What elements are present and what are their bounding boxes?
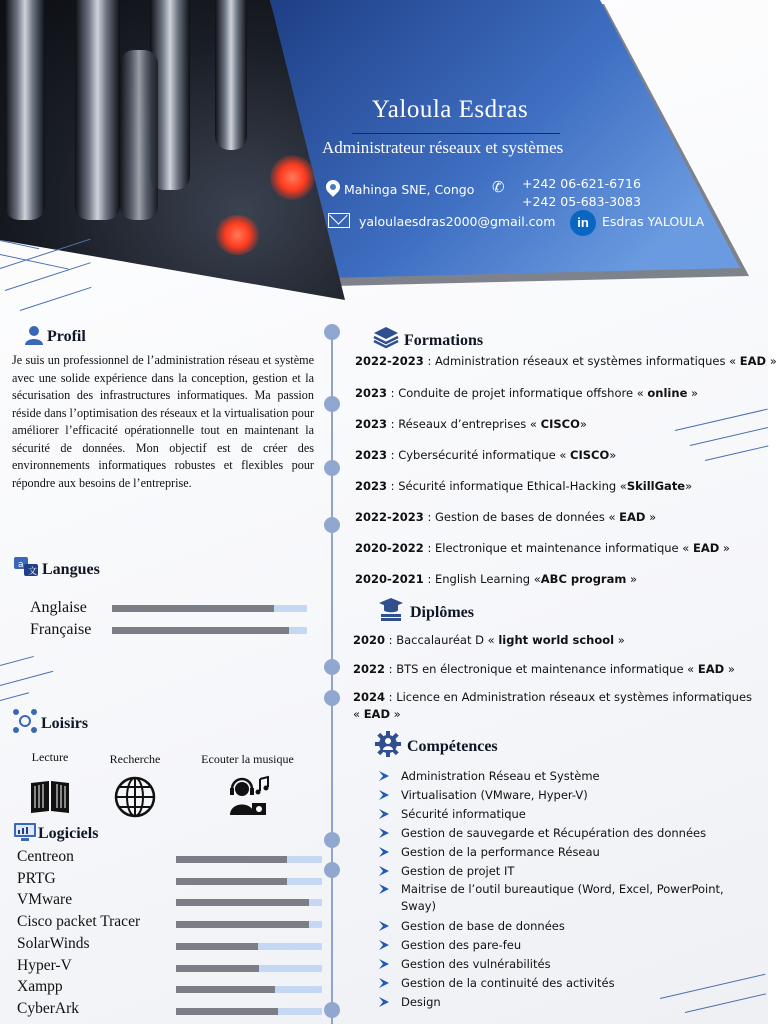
entry-year: 2023 bbox=[355, 448, 388, 462]
entry-text: Réseaux d’entreprises « bbox=[398, 417, 541, 431]
entry-text: English Learning « bbox=[434, 572, 541, 586]
formation-item bbox=[355, 572, 637, 586]
svg-text:文: 文 bbox=[28, 567, 38, 577]
software-icon bbox=[13, 822, 37, 842]
chevron-right-icon bbox=[378, 883, 392, 895]
langue-bar bbox=[112, 627, 307, 634]
entry-year: 2023 bbox=[355, 479, 388, 493]
langue bbox=[0, 621, 330, 643]
diplome-item bbox=[353, 689, 753, 723]
music-icon bbox=[226, 775, 270, 817]
entry-separator: : bbox=[387, 386, 399, 400]
entry-tail: » bbox=[719, 541, 730, 555]
entry-separator: : bbox=[423, 572, 435, 586]
timeline-dot bbox=[324, 832, 340, 848]
logiciel-level bbox=[176, 943, 258, 950]
chevron-right-icon bbox=[378, 770, 392, 782]
hobby-label: Ecouter la musique bbox=[201, 752, 294, 766]
name-underline bbox=[352, 133, 560, 134]
timeline-dot bbox=[324, 659, 340, 675]
entry-tail: » bbox=[390, 707, 401, 721]
entry-text: Administration réseaux et systèmes informatiques « bbox=[434, 354, 740, 368]
phone-number-2: +242 05-683-3083 bbox=[522, 194, 641, 209]
logiciel-label: Centreon bbox=[17, 848, 74, 865]
logiciel-bar bbox=[176, 943, 322, 950]
timeline-dot bbox=[324, 460, 340, 476]
formation-item bbox=[355, 386, 698, 400]
logiciel-level bbox=[176, 878, 287, 885]
logiciel-level bbox=[176, 921, 309, 928]
logiciel bbox=[0, 1000, 330, 1022]
entry-year: 2023 bbox=[355, 417, 388, 431]
formation-item bbox=[355, 354, 777, 368]
phone-number-1: +242 06-621-6716 bbox=[522, 176, 641, 191]
entry-institution: online bbox=[647, 386, 688, 400]
chevron-right-icon bbox=[378, 789, 392, 801]
phone-icon: ✆ bbox=[492, 179, 505, 196]
logiciel-level bbox=[176, 986, 275, 993]
competence-label: Gestion de la performance Réseau bbox=[401, 845, 600, 859]
entry-text: Baccalauréat D « bbox=[396, 633, 499, 647]
formations-title: Formations bbox=[404, 332, 484, 349]
logiciel-label: VMware bbox=[17, 891, 73, 909]
chevron-right-icon bbox=[378, 977, 392, 989]
entry-text: Cybersécurité informatique « bbox=[398, 448, 571, 462]
langue-level bbox=[112, 605, 274, 612]
chevron-right-icon bbox=[378, 920, 392, 932]
entry-tail: » bbox=[579, 417, 587, 431]
entry-year: 2022-2023 bbox=[355, 510, 424, 524]
logiciel-bar bbox=[176, 921, 322, 928]
entry-year: 2020 bbox=[353, 633, 386, 647]
hobby-recherche bbox=[95, 752, 175, 823]
entry-separator: : bbox=[387, 448, 399, 462]
logiciel-level bbox=[176, 856, 287, 863]
profil-text: Je suis un professionnel de l’administration réseau et système avec une solide expérience dans la conception, gestion et la sécurisation des infrastructures informatiques. Ma passion réside dans l’optimisation des réseaux et la virtualisation pour améliorer l’efficacité opérationnelle tout en maintenant la sécurité de données. Mon objectif est de créer des environnements informatiques robustes et flexibles pour répondre aux besoins de l’entreprise. bbox=[12, 353, 314, 490]
entry-tail: » bbox=[645, 510, 657, 524]
chevron-right-icon bbox=[378, 808, 392, 820]
hobby-label: Lecture bbox=[31, 750, 69, 764]
langue-label: Française bbox=[30, 621, 92, 638]
decor-stripe bbox=[0, 692, 29, 701]
formation-item bbox=[355, 479, 692, 493]
logiciel-label: SolarWinds bbox=[17, 934, 90, 952]
entry-separator: : bbox=[423, 510, 435, 524]
hobby-lecture bbox=[10, 750, 90, 821]
decor-stripe bbox=[705, 445, 769, 461]
profil-title: Profil bbox=[47, 328, 86, 345]
logiciel bbox=[0, 848, 330, 870]
entry-separator: : bbox=[385, 633, 397, 647]
svg-text:a: a bbox=[18, 560, 24, 570]
langue-bar bbox=[112, 605, 307, 612]
competence-label: Gestion de base de données bbox=[401, 919, 565, 933]
langues-title: Langues bbox=[42, 561, 100, 578]
decor-stripe bbox=[690, 427, 768, 446]
entry-text: Licence en Administration réseaux et systèmes informatiques « bbox=[353, 690, 753, 721]
logiciel bbox=[0, 870, 330, 892]
timeline-dot bbox=[324, 396, 340, 412]
globe-icon bbox=[113, 775, 157, 819]
logiciel-label: PRTG bbox=[17, 869, 56, 887]
location-text: Mahinga SNE, Congo bbox=[344, 182, 475, 197]
logiciel-level bbox=[176, 965, 259, 972]
decor-stripe bbox=[0, 656, 34, 666]
competence-label: Gestion de projet IT bbox=[401, 864, 515, 878]
logiciel-bar bbox=[176, 1008, 322, 1015]
logiciel-bar bbox=[176, 878, 322, 885]
hobbies-icon bbox=[12, 708, 38, 734]
competence-label: Administration Réseau et Système bbox=[401, 769, 600, 783]
langue-level bbox=[112, 627, 289, 634]
entry-tail: » bbox=[687, 386, 699, 400]
entry-institution: light world school bbox=[498, 633, 615, 647]
competence-label: Gestion des pare-feu bbox=[401, 938, 522, 952]
formation-item bbox=[355, 541, 730, 555]
logiciel-label: Xampp bbox=[17, 978, 63, 996]
logiciel-bar bbox=[176, 986, 322, 993]
entry-institution: CISCO bbox=[570, 448, 610, 462]
logiciel bbox=[0, 913, 330, 935]
linkedin-link[interactable]: Esdras YALOULA bbox=[602, 214, 705, 229]
entry-institution: EAD bbox=[692, 541, 720, 555]
logiciel-label: CyberArk bbox=[17, 999, 79, 1017]
entry-separator: : bbox=[385, 662, 397, 676]
entry-separator: : bbox=[423, 354, 435, 368]
logiciel-bar bbox=[176, 856, 322, 863]
chevron-right-icon bbox=[378, 865, 392, 877]
competence-label: Virtualisation (VMware, Hyper-V) bbox=[401, 788, 588, 802]
candidate-title: Administrateur réseaux et systèmes bbox=[322, 138, 564, 157]
logiciel bbox=[0, 891, 330, 913]
diplomes-title: Diplômes bbox=[410, 604, 474, 621]
competence-label: Gestion de sauvegarde et Récupération des données bbox=[401, 826, 707, 840]
diplome-item bbox=[353, 661, 753, 678]
entry-tail: » bbox=[626, 572, 638, 586]
logiciel bbox=[0, 957, 330, 979]
candidate-name: Yaloula Esdras bbox=[371, 96, 529, 123]
entry-institution: CISCO bbox=[540, 417, 580, 431]
logiciels-title: Logiciels bbox=[38, 825, 99, 842]
decor-stripe bbox=[675, 409, 768, 432]
entry-tail: » bbox=[685, 479, 693, 493]
competence-label: Maitrise de l’outil bureautique (Word, Excel, PowerPoint, Sway) bbox=[401, 882, 724, 913]
entry-tail: » bbox=[614, 633, 625, 647]
chevron-right-icon bbox=[378, 939, 392, 951]
logiciel-label: Hyper-V bbox=[17, 956, 72, 974]
formation-item bbox=[355, 417, 587, 431]
chevron-right-icon bbox=[378, 996, 392, 1008]
user-icon bbox=[24, 325, 44, 345]
formation-item bbox=[355, 448, 616, 462]
entry-institution: EAD bbox=[739, 354, 767, 368]
chevron-right-icon bbox=[378, 827, 392, 839]
entry-separator: : bbox=[387, 479, 399, 493]
formation-item bbox=[355, 510, 656, 524]
competence-label: Design bbox=[401, 995, 441, 1009]
logiciel-label: Cisco packet Tracer bbox=[17, 913, 141, 931]
competence-label: Gestion de la continuité des activités bbox=[401, 976, 615, 990]
entry-institution: EAD bbox=[619, 510, 646, 524]
logiciel-bar bbox=[176, 965, 322, 972]
entry-text: Sécurité informatique Ethical-Hacking « bbox=[398, 479, 627, 493]
entry-year: 2020-2022 bbox=[355, 541, 424, 555]
hobby-musique bbox=[190, 752, 305, 821]
logiciel-level bbox=[176, 1008, 278, 1015]
entry-year: 2022-2023 bbox=[355, 354, 424, 368]
entry-separator: : bbox=[387, 417, 399, 431]
layers-icon bbox=[373, 326, 399, 348]
chevron-right-icon bbox=[378, 958, 392, 970]
gear-icon bbox=[375, 731, 401, 757]
entry-text: Conduite de projet informatique offshore « bbox=[398, 386, 648, 400]
chevron-right-icon bbox=[378, 846, 392, 858]
graduation-cap-icon bbox=[378, 597, 404, 621]
langue bbox=[0, 599, 330, 621]
email-icon bbox=[328, 213, 350, 228]
entry-year: 2020-2021 bbox=[355, 572, 424, 586]
entry-separator: : bbox=[385, 690, 397, 704]
entry-tail: » bbox=[609, 448, 617, 462]
entry-institution: EAD bbox=[697, 662, 725, 676]
entry-institution: SkillGate bbox=[626, 479, 686, 493]
langue-label: Anglaise bbox=[30, 599, 87, 616]
timeline-dot bbox=[324, 324, 340, 340]
timeline-line bbox=[331, 330, 333, 1024]
logiciel bbox=[0, 935, 330, 957]
linkedin-icon[interactable]: in bbox=[570, 210, 596, 236]
entry-institution: ABC program bbox=[540, 572, 627, 586]
decor-stripe bbox=[0, 671, 53, 686]
competence-label: Sécurité informatique bbox=[401, 807, 526, 821]
language-icon bbox=[14, 557, 40, 579]
book-icon bbox=[29, 777, 71, 817]
entry-separator: : bbox=[423, 541, 435, 555]
competence-label: Gestion des vulnérabilités bbox=[401, 957, 551, 971]
loisirs-title: Loisirs bbox=[41, 715, 89, 732]
entry-institution: EAD bbox=[363, 707, 391, 721]
email-link[interactable]: yaloulaesdras2000@gmail.com bbox=[359, 214, 556, 229]
entry-text: BTS en électronique et maintenance informatique « bbox=[396, 662, 698, 676]
logiciel-bar bbox=[176, 899, 322, 906]
entry-tail: » bbox=[724, 662, 735, 676]
logiciel bbox=[0, 978, 330, 1000]
entry-year: 2023 bbox=[355, 386, 388, 400]
timeline-dot bbox=[324, 517, 340, 533]
entry-tail: » bbox=[766, 354, 777, 368]
entry-text: Electronique et maintenance informatique « bbox=[434, 541, 693, 555]
entry-year: 2022 bbox=[353, 662, 386, 676]
timeline-dot bbox=[324, 690, 340, 706]
hobby-label: Recherche bbox=[109, 752, 161, 766]
entry-text: Gestion de bases de données « bbox=[434, 510, 620, 524]
logiciel-level bbox=[176, 899, 309, 906]
competences-title: Compétences bbox=[407, 738, 498, 755]
diplome-item bbox=[353, 632, 753, 649]
entry-year: 2024 bbox=[353, 690, 386, 704]
